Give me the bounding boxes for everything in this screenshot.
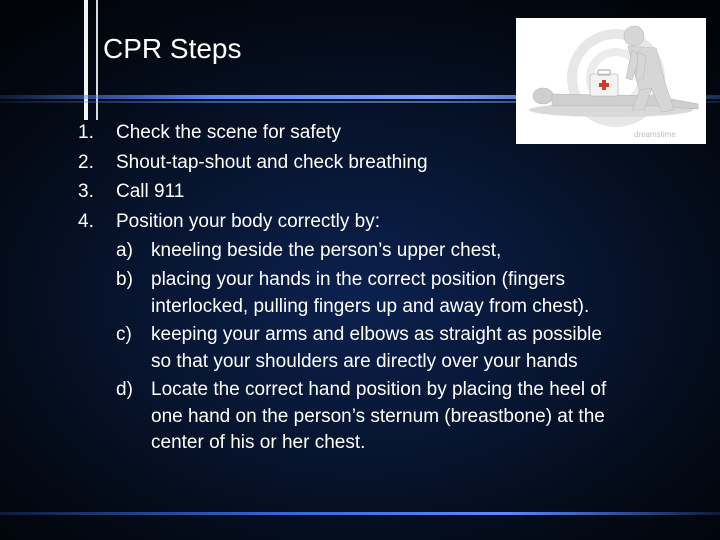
list-item xyxy=(78,207,698,457)
first-aid-kit-icon xyxy=(590,70,618,96)
step-text: Position your body correctly by: xyxy=(116,210,381,232)
list-item xyxy=(116,265,698,320)
substep-letter: b) xyxy=(116,269,133,290)
list-item xyxy=(78,177,698,207)
steps-list xyxy=(78,118,698,456)
substep-line: center of his or her chest. xyxy=(151,432,366,453)
step-text: Call 911 xyxy=(116,181,185,202)
step-number: 1. xyxy=(78,122,94,143)
step-number: 4. xyxy=(78,210,94,232)
substep-line: one hand on the person’s sternum (breastbone) at the xyxy=(151,406,605,427)
list-item xyxy=(78,148,698,178)
list-item xyxy=(78,118,698,148)
step-number: 3. xyxy=(78,181,94,202)
substep-line: kneeling beside the person’s upper chest, xyxy=(151,240,502,261)
substep-letter: d) xyxy=(116,379,133,400)
substep-line: so that your shoulders are directly over your hands xyxy=(151,351,578,372)
step-number: 2. xyxy=(78,151,94,173)
substep-line: interlocked, pulling fingers up and away from chest). xyxy=(151,296,590,317)
substep-letter: a) xyxy=(116,240,133,261)
substeps-list xyxy=(116,236,698,456)
substep-line: keeping your arms and elbows as straight as possible xyxy=(151,324,602,345)
substep-line: Locate the correct hand position by placing the heel of xyxy=(151,379,607,400)
list-item xyxy=(116,375,698,456)
substep-line: placing your hands in the correct position (fingers xyxy=(151,269,566,290)
slide-title: CPR Steps xyxy=(103,33,242,64)
list-item xyxy=(116,320,698,375)
step-text: Check the scene for safety xyxy=(116,122,341,143)
substep-letter: c) xyxy=(116,324,132,345)
watermark-text: dreamstime xyxy=(634,130,676,139)
list-item xyxy=(116,236,698,265)
decor-footer-band xyxy=(0,512,720,515)
step-text: Shout-tap-shout and check breathing xyxy=(116,151,428,173)
